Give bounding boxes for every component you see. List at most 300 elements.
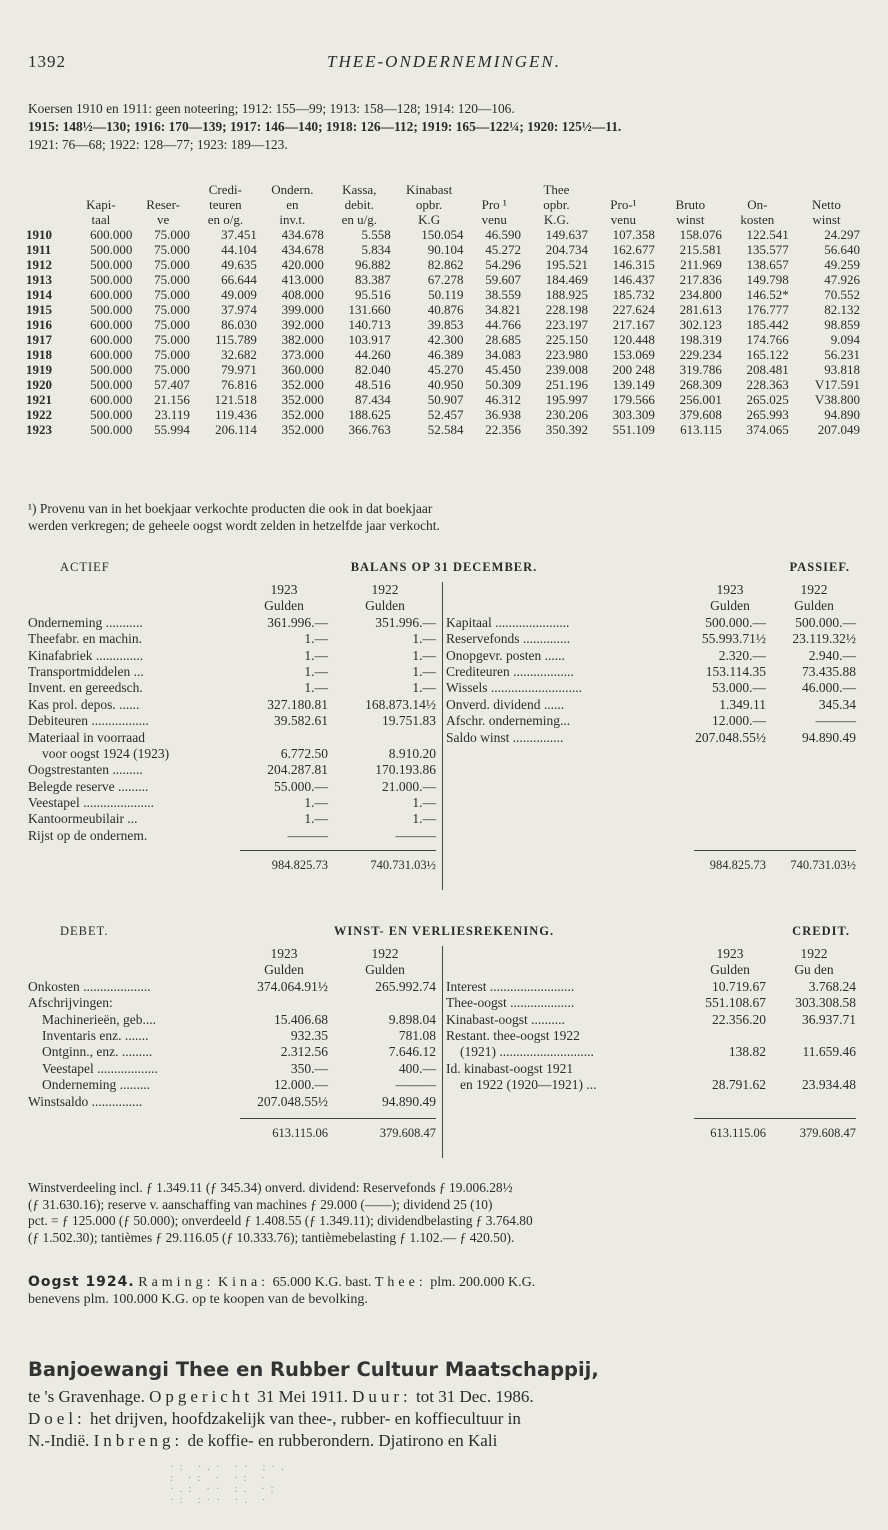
value-previous-year: 3.768.24	[808, 978, 856, 994]
table-cell: 59.607	[485, 272, 521, 287]
winstverdeeling-line: pct. = ƒ 125.000 (ƒ 50.000); onverdeeld ƒ 1.408.55 (ƒ 1.349.11); dividendbelasting ƒ 3.764.80	[28, 1213, 533, 1228]
table-cell: 32.682	[221, 347, 257, 362]
table-cell: 49.259	[824, 257, 860, 272]
table-cell: 434.678	[281, 242, 324, 257]
column-header: Credi-	[208, 182, 242, 197]
table-cell: 204.734	[545, 242, 588, 257]
balance-title: BALANS OP 31 DECEMBER.	[350, 560, 538, 574]
ledger-label: Oogstrestanten .........	[28, 762, 143, 778]
ledger-label: voor oogst 1924 (1923)	[42, 745, 170, 761]
value-previous-year: 1.—	[412, 631, 436, 647]
table-cell: 352.000	[281, 377, 324, 392]
ledger-label: Winstsaldo ...............	[28, 1093, 143, 1109]
table-cell: 9.094	[830, 332, 860, 347]
column-header	[724, 182, 791, 197]
value-previous-year: 9.898.04	[388, 1011, 436, 1027]
table-cell: 382.000	[281, 332, 324, 347]
table-cell: 223.197	[545, 317, 588, 332]
actief-row	[28, 746, 440, 762]
credit-total: 613.115.06 379.608.47	[710, 1125, 856, 1140]
table-cell: 66.644	[221, 272, 257, 287]
value-previous-year: 36.937.71	[802, 1011, 856, 1027]
table-row	[24, 422, 862, 437]
ledger-label: Kas prol. depos. ......	[28, 696, 140, 712]
table-cell: V38.800	[814, 392, 860, 407]
column-header: en u/g.	[341, 212, 377, 227]
currency-row: Gulden Gulden	[264, 962, 405, 978]
ledger-label: Inventaris enz. .......	[42, 1027, 149, 1043]
value-previous-year: 23.119.32½	[792, 631, 856, 647]
table-cell: 38.559	[485, 287, 521, 302]
table-row	[24, 317, 862, 332]
table-cell: 195.521	[545, 257, 588, 272]
winst-title: WINST- EN VERLIESREKENING.	[333, 924, 555, 938]
table-cell: 352.000	[281, 422, 324, 437]
actief-row	[28, 664, 440, 680]
ledger-label: Kinafabriek ..............	[28, 647, 144, 663]
passief-row	[446, 664, 860, 680]
table-cell: 96.882	[355, 257, 391, 272]
value-previous-year: 303.308.58	[795, 995, 856, 1011]
table-row	[24, 362, 862, 377]
table-row	[24, 242, 862, 257]
value-previous-year: 400.—	[398, 1060, 436, 1076]
table-cell: 83.387	[355, 272, 391, 287]
table-cell: 162.677	[612, 242, 655, 257]
table-row	[24, 227, 862, 242]
table-cell: 44.260	[355, 347, 391, 362]
column-header: Thee	[543, 182, 570, 197]
ledger-label: Afschrijvingen:	[28, 995, 113, 1011]
value-previous-year: 500.000.—	[795, 614, 856, 630]
total-rule	[694, 850, 856, 851]
table-cell: 208.481	[746, 362, 789, 377]
table-cell: 115.789	[215, 332, 257, 347]
table-cell: 150.054	[421, 227, 464, 242]
ledger-label: Theefabr. en machin.	[28, 631, 142, 647]
table-cell: 82.040	[355, 362, 391, 377]
column-divider	[442, 582, 443, 890]
table-row	[24, 392, 862, 407]
table-cell: 75.000	[154, 362, 190, 377]
column-header: K.G	[418, 212, 441, 227]
value-current-year: 1.—	[304, 680, 328, 696]
table-cell: 303.309	[612, 407, 655, 422]
column-header: en o/g.	[207, 212, 244, 227]
passief-row	[446, 697, 860, 713]
year-cell: 1911	[26, 242, 52, 257]
value-previous-year: 73.435.88	[802, 663, 856, 679]
ledger-label: Veestapel .....................	[28, 795, 154, 811]
table-cell: 265.993	[746, 407, 789, 422]
table-cell: 158.076	[679, 227, 722, 242]
table-cell: 28.685	[485, 332, 521, 347]
year-row: 1923 1922	[270, 582, 399, 597]
duur-value: tot 31 Dec. 1986.	[416, 1387, 534, 1406]
value-current-year: 2.320.—	[718, 647, 766, 663]
table-cell: 22.356	[485, 422, 521, 437]
opgericht-label: Opgericht	[149, 1387, 254, 1406]
table-cell: 56.231	[824, 347, 860, 362]
table-row	[24, 407, 862, 422]
ledger-label: en 1922 (1920—1921) ...	[460, 1077, 597, 1093]
table-header-row	[24, 212, 862, 227]
value-current-year: 1.—	[304, 647, 328, 663]
actief-row	[28, 697, 440, 713]
year-cell: 1917	[26, 332, 52, 347]
debet-row	[28, 1028, 440, 1044]
raming-label: Raming:	[138, 1275, 215, 1290]
table-cell: 50.119	[428, 287, 464, 302]
value-previous-year: 2.940.—	[808, 647, 856, 663]
ledger-label: Machinerieën, geb....	[42, 1011, 156, 1027]
table-cell: 600.000	[90, 392, 133, 407]
value-current-year: 12.000.—	[274, 1077, 328, 1093]
year-cell: 1914	[26, 287, 52, 302]
ledger-label: Onderneming ...........	[28, 614, 143, 630]
table-cell: 392.000	[281, 317, 324, 332]
footnote-line: werden verkregen; de geheele oogst wordt zelden in hetzelfde jaar verkocht.	[28, 518, 440, 533]
year-cell: 1922	[26, 407, 52, 422]
column-header	[465, 182, 523, 197]
ledger-label: Wissels ...........................	[446, 680, 582, 696]
table-cell: 399.000	[281, 302, 324, 317]
table-cell: 350.392	[545, 422, 588, 437]
table-header-row	[24, 197, 862, 212]
value-current-year: ———	[287, 827, 328, 843]
actief-row	[28, 795, 440, 811]
table-cell: 75.000	[154, 317, 190, 332]
column-header: en	[286, 197, 299, 212]
table-cell: 206.114	[215, 422, 257, 437]
oogst-line: benevens plm. 100.000 K.G. op te koopen van de bevolking.	[28, 1292, 368, 1307]
table-cell: 149.637	[545, 227, 588, 242]
debet-row	[28, 1044, 440, 1060]
table-cell: 153.069	[612, 347, 655, 362]
table-cell: 79.971	[221, 362, 257, 377]
table-cell: 366.763	[348, 422, 391, 437]
koersen-line: Koersen 1910 en 1911: geen noteering; 1912: 155—99; 1913: 158—128; 1914: 120—106.	[28, 101, 515, 116]
table-cell: 23.119	[154, 407, 190, 422]
table-cell: 600.000	[90, 287, 133, 302]
column-header: taal	[91, 212, 111, 227]
table-cell: 93.818	[824, 362, 860, 377]
ledger-label: Crediteuren ..................	[446, 663, 574, 679]
table-cell: 82.862	[427, 257, 464, 272]
column-header: Pro ¹	[481, 197, 507, 212]
table-cell: 49.009	[221, 287, 257, 302]
table-cell: 76.816	[221, 377, 257, 392]
table-cell: 302.123	[679, 317, 722, 332]
credit-row	[446, 1044, 860, 1060]
table-cell: 200 248	[612, 362, 655, 377]
table-cell: 57.407	[154, 377, 190, 392]
value-current-year: 1.349.11	[719, 696, 766, 712]
debet-row	[28, 1012, 440, 1028]
table-cell: 90.104	[427, 242, 464, 257]
actief-row	[28, 828, 440, 844]
ledger-label: Kantoormeubilair ...	[28, 811, 138, 827]
actief-row	[28, 648, 440, 664]
value-previous-year: 1.—	[412, 811, 436, 827]
credit-heading: CREDIT.	[792, 924, 850, 938]
table-cell: 239.008	[545, 362, 588, 377]
credit-row	[446, 1077, 860, 1093]
debet-row	[28, 1094, 440, 1110]
value-current-year: 374.064.91½	[257, 978, 328, 994]
table-cell: 251.196	[545, 377, 588, 392]
table-cell: 98.859	[824, 317, 860, 332]
ledger-label: Materiaal in voorraad	[28, 729, 145, 745]
opgericht-date: 31 Mei 1911.	[257, 1387, 348, 1406]
table-cell: 185.442	[746, 317, 789, 332]
actief-row	[28, 730, 440, 746]
value-current-year: 500.000.—	[705, 614, 766, 630]
table-row	[24, 287, 862, 302]
table-cell: 500.000	[90, 362, 133, 377]
table-cell: 228.198	[545, 302, 588, 317]
table-cell: 188.625	[348, 407, 391, 422]
table-cell: 600.000	[90, 317, 133, 332]
column-header	[657, 182, 724, 197]
table-cell: 195.997	[545, 392, 588, 407]
ledger-label: Debiteuren .................	[28, 713, 149, 729]
year-cell: 1913	[26, 272, 52, 287]
year-row: 1923 1922	[270, 946, 399, 961]
table-cell: 46.590	[485, 227, 521, 242]
table-cell: 56.640	[824, 242, 860, 257]
table-cell: 600.000	[90, 227, 133, 242]
column-header: opbr.	[543, 197, 570, 212]
column-header: winst	[676, 212, 705, 227]
winstverdeeling-line: (ƒ 1.502.30); tantièmes ƒ 29.116.05 (ƒ 10.333.76); tantièmebelasting ƒ 1.102.— ƒ 420.50).	[28, 1229, 515, 1245]
table-cell: 36.938	[485, 407, 521, 422]
value-current-year: 1.—	[304, 663, 328, 679]
table-cell: 37.974	[221, 302, 257, 317]
ledger-label: Onkosten ....................	[28, 978, 151, 994]
winstverdeeling-line: Winstverdeeling incl. ƒ 1.349.11 (ƒ 345.34) onverd. dividend: Reservefonds ƒ 19.006.28½	[28, 1180, 513, 1195]
year-cell: 1910	[26, 227, 52, 242]
company-details	[28, 1386, 866, 1452]
thee-value: plm. 200.000 K.G.	[430, 1275, 536, 1290]
table-cell: 107.358	[612, 227, 655, 242]
table-cell: 95.516	[355, 287, 391, 302]
table-cell: 75.000	[154, 302, 190, 317]
ledger-label: Restant. thee-oogst 1922	[446, 1027, 580, 1043]
table-cell: 75.000	[154, 272, 190, 287]
debet-total: 613.115.06 379.608.47	[272, 1125, 436, 1140]
passief-row	[446, 648, 860, 664]
column-header	[134, 182, 192, 197]
value-current-year: 12.000.—	[712, 713, 766, 729]
table-cell: 45.450	[485, 362, 521, 377]
year-cell: 1920	[26, 377, 52, 392]
table-cell: 55.994	[154, 422, 190, 437]
table-cell: 42.300	[427, 332, 464, 347]
table-cell: 223.980	[545, 347, 588, 362]
table-cell: 39.853	[427, 317, 464, 332]
company-title: Banjoewangi Thee en Rubber Cultuur Maatschappij,	[28, 1358, 599, 1381]
debet-heading: DEBET.	[60, 924, 109, 938]
kina-label: Kina:	[217, 1275, 270, 1290]
debet-row	[28, 1061, 440, 1077]
value-previous-year: 7.646.12	[388, 1044, 436, 1060]
table-cell: 47.926	[824, 272, 860, 287]
doel-text-end: N.-Indië.	[28, 1431, 90, 1450]
column-header	[791, 182, 862, 197]
column-header: venu	[610, 212, 637, 227]
table-cell: 198.319	[679, 332, 722, 347]
koersen-line: 1915: 148½—130; 1916: 170—139; 1917: 146—140; 1918: 126—112; 1919: 165—122¼; 1920: 125½—11.	[28, 119, 622, 134]
ledger-label: Veestapel ..................	[42, 1060, 158, 1076]
table-cell: 75.000	[154, 287, 190, 302]
table-cell: 75.000	[154, 332, 190, 347]
table-cell: 217.167	[612, 317, 655, 332]
table-cell: 75.000	[154, 257, 190, 272]
value-current-year: 1.—	[304, 631, 328, 647]
table-cell: 122.541	[746, 227, 789, 242]
column-header: opbr.	[415, 197, 443, 212]
table-row	[24, 377, 862, 392]
table-cell: 40.876	[427, 302, 464, 317]
column-header	[24, 182, 67, 197]
table-cell: 500.000	[90, 272, 133, 287]
table-row	[24, 257, 862, 272]
column-header: Kassa,	[342, 182, 377, 197]
table-cell: 94.890	[824, 407, 860, 422]
value-previous-year: 1.—	[412, 663, 436, 679]
table-cell: 34.821	[485, 302, 521, 317]
table-cell: 188.925	[545, 287, 588, 302]
value-current-year: 932.35	[290, 1027, 328, 1043]
table-cell: 600.000	[90, 332, 133, 347]
value-previous-year: ———	[815, 713, 856, 729]
value-previous-year: 11.659.46	[802, 1044, 856, 1060]
table-cell: 40.950	[427, 377, 464, 392]
year-cell: 1915	[26, 302, 52, 317]
ledger-label: Interest .........................	[446, 978, 575, 994]
table-cell: 256.001	[679, 392, 722, 407]
column-divider	[442, 946, 443, 1158]
column-header: ve	[157, 212, 170, 227]
column-header: Kapi-	[86, 197, 116, 212]
table-cell: 45.270	[427, 362, 464, 377]
passief-row	[446, 615, 860, 631]
table-cell: 46.389	[427, 347, 464, 362]
table-cell: 46.312	[485, 392, 521, 407]
table-cell: 138.657	[746, 257, 789, 272]
passief-row	[446, 730, 860, 746]
table-cell: 50.309	[485, 377, 521, 392]
table-cell: 229.234	[679, 347, 722, 362]
actief-column	[28, 582, 440, 876]
year-row: 1923 1922	[716, 946, 828, 961]
value-previous-year: 781.08	[398, 1027, 436, 1043]
table-cell: 70.552	[824, 287, 860, 302]
table-cell: 352.000	[281, 407, 324, 422]
value-current-year: 28.791.62	[712, 1077, 766, 1093]
value-current-year: 138.82	[728, 1044, 766, 1060]
table-cell: 82.132	[824, 302, 860, 317]
table-cell: 500.000	[90, 302, 133, 317]
column-header: Ondern.	[271, 182, 314, 197]
table-cell: 207.049	[817, 422, 860, 437]
passief-heading: PASSIEF.	[789, 560, 850, 574]
table-cell: 217.836	[679, 272, 722, 287]
value-current-year: 39.582.61	[274, 713, 328, 729]
column-header: K.G.	[543, 212, 570, 227]
duur-label: Duur:	[352, 1387, 412, 1406]
value-current-year: 361.996.—	[267, 614, 328, 630]
oogst-lead: Oogst 1924.	[28, 1274, 135, 1290]
passief-row	[446, 713, 860, 729]
value-current-year: 6.772.50	[280, 745, 328, 761]
table-cell: 176.777	[746, 302, 789, 317]
table-cell: 149.798	[746, 272, 789, 287]
column-header: winst	[812, 212, 841, 227]
column-header: Kinabast	[406, 182, 453, 197]
column-header: Bruto	[675, 197, 706, 212]
year-cell: 1912	[26, 257, 52, 272]
value-previous-year: ———	[395, 1077, 436, 1093]
column-header	[24, 197, 67, 212]
ledger-label: (1921) ............................	[460, 1044, 594, 1060]
column-header: kosten	[740, 212, 775, 227]
value-current-year: 350.—	[290, 1060, 328, 1076]
table-cell: 5.558	[361, 227, 391, 242]
winstverdeeling	[28, 1180, 864, 1246]
table-cell: 434.678	[281, 227, 324, 242]
table-cell: 120.448	[612, 332, 655, 347]
actief-row	[28, 680, 440, 696]
column-header: venu	[481, 212, 507, 227]
winstverdeeling-line: (ƒ 31.630.16); reserve v. aanschaffing van machines ƒ 29.000 (——); dividend 25 (10)	[28, 1196, 493, 1212]
value-previous-year: 46.000.—	[802, 680, 856, 696]
debet-row	[28, 979, 440, 995]
table-row	[24, 272, 862, 287]
value-previous-year: 170.193.86	[375, 762, 436, 778]
table-cell: 281.613	[679, 302, 722, 317]
value-current-year: 1.—	[304, 795, 328, 811]
value-previous-year: 21.000.—	[382, 778, 436, 794]
table-cell: 600.000	[90, 347, 133, 362]
stamp-mark: ·: ·.· ·· :·. : ·: · ·: · ·.: ·· :. ·: ·: :·· ·. ·	[170, 1461, 290, 1506]
value-current-year: 207.048.55½	[695, 729, 766, 745]
table-cell: 228.363	[746, 377, 789, 392]
table-cell: 360.000	[281, 362, 324, 377]
passief-total: 984.825.73 740.731.03½	[709, 857, 856, 872]
ledger-label: Kapitaal ......................	[446, 614, 570, 630]
actief-row	[28, 779, 440, 795]
column-header: Pro-¹	[610, 197, 637, 212]
table-cell: V17.591	[814, 377, 860, 392]
value-previous-year: 265.992.74	[375, 978, 436, 994]
doel-text: het drijven, hoofdzakelijk van thee-, rubber- en koffiecultuur in	[90, 1409, 521, 1428]
value-previous-year: 345.34	[818, 696, 856, 712]
table-cell: 500.000	[90, 422, 133, 437]
profit-loss-account	[28, 924, 860, 1164]
table-cell: 234.800	[679, 287, 722, 302]
column-header: Netto	[811, 197, 841, 212]
company-seat: te 's Gravenhage.	[28, 1387, 145, 1406]
table-cell: 179.566	[612, 392, 655, 407]
table-cell: 24.297	[824, 227, 860, 242]
table-cell: 5.834	[361, 242, 391, 257]
value-current-year: 1.—	[304, 811, 328, 827]
table-cell: 185.732	[612, 287, 655, 302]
currency-row: Gulden Gulden	[264, 598, 405, 614]
table-cell: 48.516	[355, 377, 391, 392]
